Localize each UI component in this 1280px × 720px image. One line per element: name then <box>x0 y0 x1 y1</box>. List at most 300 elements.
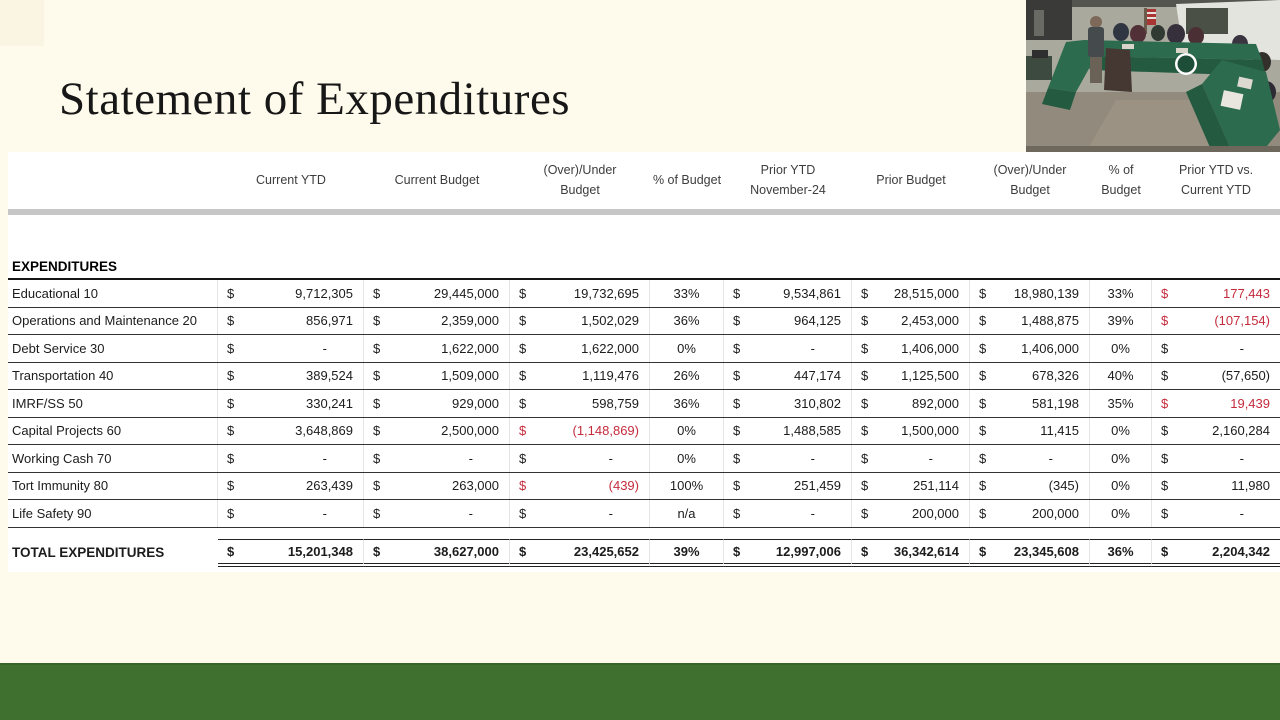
percent-cell <box>650 500 724 527</box>
dollar-sign: $ <box>861 478 869 494</box>
column-header-line: Prior YTD <box>760 162 816 177</box>
meeting-video-feed <box>1026 0 1280 152</box>
dollar-sign: $ <box>227 340 235 356</box>
dollar-sign: $ <box>733 340 741 356</box>
dollar-sign: $ <box>1161 313 1169 329</box>
dollar-sign: $ <box>1161 423 1169 439</box>
percent-value: 26% <box>673 368 700 384</box>
cell-value: 15,201,348 <box>287 543 353 559</box>
percent-value: 39% <box>1107 313 1134 329</box>
column-header <box>724 152 852 207</box>
money-cell <box>852 473 970 500</box>
money-cell <box>218 445 364 472</box>
cell-value: - <box>608 505 613 521</box>
cell-value: (345) <box>1048 478 1079 494</box>
money-cell <box>510 335 650 362</box>
money-cell <box>1152 280 1280 307</box>
column-header <box>218 152 364 207</box>
dollar-sign: $ <box>227 543 235 559</box>
column-header-line: Budget <box>560 182 600 197</box>
cell-value: - <box>1239 505 1244 521</box>
cell-value: 11,415 <box>1040 423 1079 439</box>
dollar-sign: $ <box>979 340 987 356</box>
bottom-accent-bar <box>0 663 1280 720</box>
dollar-sign: $ <box>1161 395 1169 411</box>
expenditures-table <box>8 152 1280 572</box>
cell-value: - <box>928 450 933 466</box>
dollar-sign: $ <box>979 543 987 559</box>
percent-cell <box>650 335 724 362</box>
percent-cell <box>1090 363 1152 390</box>
cell-value: 2,500,000 <box>441 423 499 439</box>
money-cell <box>218 418 364 445</box>
money-cell <box>970 335 1090 362</box>
percent-cell <box>1090 445 1152 472</box>
cell-value: 3,648,869 <box>295 423 353 439</box>
money-cell <box>724 308 852 335</box>
percent-value: 33% <box>1107 285 1134 301</box>
cell-value: - <box>468 450 473 466</box>
dollar-sign: $ <box>979 285 987 301</box>
dollar-sign: $ <box>733 543 741 559</box>
cell-value: 330,241 <box>306 395 353 411</box>
money-cell <box>852 539 970 567</box>
dollar-sign: $ <box>227 368 235 384</box>
percent-value: 0% <box>1111 340 1130 356</box>
cell-value: 11,980 <box>1231 478 1270 494</box>
dollar-sign: $ <box>733 478 741 494</box>
dollar-sign: $ <box>373 340 381 356</box>
dollar-sign: $ <box>733 285 741 301</box>
cell-value: 2,359,000 <box>441 313 499 329</box>
cell-value: 598,759 <box>592 395 639 411</box>
dollar-sign: $ <box>373 505 381 521</box>
dollar-sign: $ <box>861 395 869 411</box>
percent-value: 0% <box>1111 478 1130 494</box>
money-cell <box>510 363 650 390</box>
table-row <box>8 390 1280 418</box>
dollar-sign: $ <box>519 450 527 466</box>
money-cell <box>364 445 510 472</box>
percent-value: 0% <box>1111 505 1130 521</box>
cell-value: 389,524 <box>306 368 353 384</box>
dollar-sign: $ <box>733 505 741 521</box>
cell-value: 1,406,000 <box>901 340 959 356</box>
dollar-sign: $ <box>1161 368 1169 384</box>
dollar-sign: $ <box>979 395 987 411</box>
cell-value: 1,488,585 <box>783 423 841 439</box>
percent-value: 36% <box>673 313 700 329</box>
dollar-sign: $ <box>861 505 869 521</box>
column-header-line: % of Budget <box>1101 162 1141 197</box>
table-row <box>8 500 1280 528</box>
percent-value: 0% <box>677 423 696 439</box>
money-cell <box>724 418 852 445</box>
dollar-sign: $ <box>227 285 235 301</box>
cell-value: 581,198 <box>1032 395 1079 411</box>
dollar-sign: $ <box>861 450 869 466</box>
money-cell <box>970 418 1090 445</box>
money-cell <box>364 418 510 445</box>
money-cell <box>852 500 970 527</box>
money-cell <box>218 500 364 527</box>
money-cell <box>510 308 650 335</box>
money-cell <box>1152 539 1280 567</box>
percent-value: 36% <box>1107 543 1134 559</box>
cell-value: 1,509,000 <box>441 368 499 384</box>
cell-value: 251,114 <box>912 478 959 494</box>
percent-cell <box>1090 473 1152 500</box>
row-label: Working Cash 70 <box>8 445 218 472</box>
dollar-sign: $ <box>861 340 869 356</box>
cell-value: (107,154) <box>1214 313 1270 329</box>
money-cell <box>852 390 970 417</box>
dollar-sign: $ <box>373 313 381 329</box>
money-cell <box>510 539 650 567</box>
money-cell <box>364 335 510 362</box>
percent-cell <box>650 473 724 500</box>
money-cell <box>1152 500 1280 527</box>
percent-value: 0% <box>677 450 696 466</box>
cell-value: - <box>1239 450 1244 466</box>
row-label: Operations and Maintenance 20 <box>8 308 218 335</box>
money-cell <box>364 280 510 307</box>
dollar-sign: $ <box>373 423 381 439</box>
money-cell <box>218 473 364 500</box>
money-cell <box>852 335 970 362</box>
cell-value: 19,732,695 <box>573 285 639 301</box>
dollar-sign: $ <box>227 505 235 521</box>
percent-cell <box>1090 308 1152 335</box>
cell-value: 200,000 <box>912 505 959 521</box>
money-cell <box>364 363 510 390</box>
table-row <box>8 445 1280 473</box>
total-row-container <box>8 539 1280 567</box>
money-cell <box>364 500 510 527</box>
percent-cell <box>650 445 724 472</box>
cell-value: 12,997,006 <box>775 543 841 559</box>
money-cell <box>364 539 510 567</box>
total-gap <box>8 528 1280 539</box>
cell-value: 678,326 <box>1032 368 1079 384</box>
dollar-sign: $ <box>519 340 527 356</box>
dollar-sign: $ <box>733 313 741 329</box>
total-row-label: TOTAL EXPENDITURES <box>12 545 165 560</box>
cell-value: 1,500,000 <box>901 423 959 439</box>
cell-value: 29,445,000 <box>433 285 499 301</box>
dollar-sign: $ <box>979 450 987 466</box>
cell-value: 23,345,608 <box>1013 543 1079 559</box>
money-cell <box>218 335 364 362</box>
cell-value: - <box>322 340 327 356</box>
cell-value: 1,622,000 <box>441 340 499 356</box>
dollar-sign: $ <box>373 543 381 559</box>
cell-value: 856,971 <box>306 313 353 329</box>
percent-cell <box>1090 390 1152 417</box>
column-header-line: Budget <box>1010 182 1050 197</box>
column-header-line: (Over)/Under <box>993 162 1067 177</box>
percent-value: 0% <box>1111 423 1130 439</box>
column-header-line: November-24 <box>750 182 826 197</box>
meeting-room-scene <box>1026 0 1280 152</box>
cell-value: 964,125 <box>794 313 841 329</box>
cell-value: - <box>608 450 613 466</box>
cell-value: - <box>810 340 815 356</box>
dollar-sign: $ <box>373 450 381 466</box>
money-cell <box>970 363 1090 390</box>
cell-value: 1,488,875 <box>1021 313 1079 329</box>
dollar-sign: $ <box>1161 543 1169 559</box>
money-cell <box>724 335 852 362</box>
money-cell <box>1152 445 1280 472</box>
money-cell <box>724 280 852 307</box>
dollar-sign: $ <box>519 423 527 439</box>
money-cell <box>970 500 1090 527</box>
cell-value: 9,534,861 <box>783 285 841 301</box>
dollar-sign: $ <box>519 478 527 494</box>
cell-value: 263,000 <box>452 478 499 494</box>
dollar-sign: $ <box>373 368 381 384</box>
percent-value: n/a <box>677 505 696 521</box>
cell-value: - <box>322 505 327 521</box>
money-cell <box>218 390 364 417</box>
dollar-sign: $ <box>519 285 527 301</box>
cell-value: (57,650) <box>1221 368 1270 384</box>
cell-value: 1,119,476 <box>582 368 639 384</box>
table-row <box>8 308 1280 336</box>
money-cell <box>364 308 510 335</box>
table-row <box>8 363 1280 391</box>
money-cell <box>970 280 1090 307</box>
table-body <box>8 280 1280 528</box>
dollar-sign: $ <box>979 313 987 329</box>
percent-cell <box>1090 335 1152 362</box>
total-row <box>8 539 1280 567</box>
money-cell <box>970 445 1090 472</box>
percent-cell <box>1090 539 1152 567</box>
cell-value: 28,515,000 <box>893 285 959 301</box>
column-header-line: Prior Budget <box>876 172 946 187</box>
percent-value: 39% <box>673 543 700 559</box>
money-cell <box>724 390 852 417</box>
row-label: Life Safety 90 <box>8 500 218 527</box>
cell-value: 177,443 <box>1223 285 1270 301</box>
percent-value: 35% <box>1107 395 1134 411</box>
cell-value: 19,439 <box>1230 395 1270 411</box>
column-header-line: Current YTD <box>1181 182 1251 197</box>
column-header <box>970 152 1090 207</box>
cell-value: 2,204,342 <box>1212 543 1270 559</box>
section-label: EXPENDITURES <box>8 259 1280 280</box>
column-header <box>510 152 650 207</box>
cell-value: 38,627,000 <box>433 543 499 559</box>
dollar-sign: $ <box>519 543 527 559</box>
cell-value: 447,174 <box>794 368 841 384</box>
money-cell <box>510 500 650 527</box>
cell-value: 2,453,000 <box>901 313 959 329</box>
percent-value: 0% <box>677 340 696 356</box>
money-cell <box>364 473 510 500</box>
dollar-sign: $ <box>227 313 235 329</box>
dollar-sign: $ <box>519 395 527 411</box>
dollar-sign: $ <box>1161 340 1169 356</box>
column-header-line: Current Budget <box>394 172 480 187</box>
money-cell <box>364 390 510 417</box>
dollar-sign: $ <box>227 423 235 439</box>
column-header <box>1152 152 1280 207</box>
percent-cell <box>650 390 724 417</box>
dollar-sign: $ <box>1161 505 1169 521</box>
column-header-line: Current YTD <box>256 172 326 187</box>
dollar-sign: $ <box>373 478 381 494</box>
table-row <box>8 473 1280 501</box>
cell-value: 1,622,000 <box>581 340 639 356</box>
cell-value: (439) <box>608 478 639 494</box>
money-cell <box>970 539 1090 567</box>
cell-value: 9,712,305 <box>295 285 353 301</box>
percent-cell <box>1090 418 1152 445</box>
cell-value: 892,000 <box>912 395 959 411</box>
money-cell <box>852 280 970 307</box>
column-header-line: Prior YTD vs. <box>1178 162 1254 177</box>
cell-value: 929,000 <box>452 395 499 411</box>
money-cell <box>1152 335 1280 362</box>
row-label: IMRF/SS 50 <box>8 390 218 417</box>
dollar-sign: $ <box>227 478 235 494</box>
cell-value: 1,502,029 <box>581 313 639 329</box>
money-cell <box>1152 473 1280 500</box>
row-label: Capital Projects 60 <box>8 418 218 445</box>
column-header-line: % of Budget <box>652 172 722 187</box>
money-cell <box>1152 308 1280 335</box>
dollar-sign: $ <box>861 313 869 329</box>
dollar-sign: $ <box>979 368 987 384</box>
percent-value: 33% <box>673 285 700 301</box>
money-cell <box>724 500 852 527</box>
dollar-sign: $ <box>861 543 869 559</box>
dollar-sign: $ <box>519 313 527 329</box>
corner-shade <box>0 0 44 46</box>
money-cell <box>724 539 852 567</box>
money-cell <box>970 473 1090 500</box>
cell-value: 200,000 <box>1032 505 1079 521</box>
dollar-sign: $ <box>519 368 527 384</box>
money-cell <box>970 390 1090 417</box>
header-separator <box>8 209 1280 215</box>
row-label: Tort Immunity 80 <box>8 473 218 500</box>
dollar-sign: $ <box>519 505 527 521</box>
money-cell <box>218 539 364 567</box>
money-cell <box>724 473 852 500</box>
dollar-sign: $ <box>979 505 987 521</box>
money-cell <box>218 280 364 307</box>
money-cell <box>852 363 970 390</box>
money-cell <box>724 363 852 390</box>
dollar-sign: $ <box>227 395 235 411</box>
money-cell <box>852 308 970 335</box>
dollar-sign: $ <box>733 423 741 439</box>
money-cell <box>218 308 364 335</box>
cell-value: - <box>1048 450 1053 466</box>
percent-cell <box>650 539 724 567</box>
cell-value: - <box>810 450 815 466</box>
column-header-line: (Over)/Under <box>543 162 617 177</box>
cell-value: - <box>810 505 815 521</box>
money-cell <box>510 418 650 445</box>
dollar-sign: $ <box>1161 285 1169 301</box>
page-title: Statement of Expenditures <box>59 73 571 125</box>
cell-value: 310,802 <box>794 395 841 411</box>
cell-value: - <box>1239 340 1244 356</box>
cell-value: 23,425,652 <box>573 543 639 559</box>
money-cell <box>1152 363 1280 390</box>
dollar-sign: $ <box>861 285 869 301</box>
percent-cell <box>650 418 724 445</box>
money-cell <box>510 445 650 472</box>
money-cell <box>510 280 650 307</box>
money-cell <box>724 445 852 472</box>
cell-value: 1,125,500 <box>901 368 959 384</box>
dollar-sign: $ <box>979 423 987 439</box>
percent-value: 40% <box>1107 368 1134 384</box>
dollar-sign: $ <box>1161 450 1169 466</box>
dollar-sign: $ <box>733 395 741 411</box>
dollar-sign: $ <box>373 395 381 411</box>
row-label: Debt Service 30 <box>8 335 218 362</box>
cell-value: 18,980,139 <box>1013 285 1079 301</box>
percent-cell <box>650 363 724 390</box>
cell-value: (1,148,869) <box>572 423 639 439</box>
cell-value: 263,439 <box>306 478 353 494</box>
money-cell <box>1152 390 1280 417</box>
percent-value: 36% <box>673 395 700 411</box>
cell-value: - <box>322 450 327 466</box>
money-cell <box>510 473 650 500</box>
percent-value: 0% <box>1111 450 1130 466</box>
row-label: Educational 10 <box>8 280 218 307</box>
column-header <box>1090 152 1152 207</box>
money-cell <box>852 445 970 472</box>
dollar-sign: $ <box>733 368 741 384</box>
dollar-sign: $ <box>227 450 235 466</box>
money-cell <box>852 418 970 445</box>
column-header <box>650 152 724 207</box>
cell-value: 1,406,000 <box>1021 340 1079 356</box>
cell-value: 36,342,614 <box>893 543 959 559</box>
dollar-sign: $ <box>861 423 869 439</box>
money-cell <box>218 363 364 390</box>
column-header <box>8 152 218 207</box>
dollar-sign: $ <box>733 450 741 466</box>
percent-cell <box>1090 280 1152 307</box>
money-cell <box>970 308 1090 335</box>
cell-value: - <box>468 505 473 521</box>
cell-value: 251,459 <box>794 478 841 494</box>
table-header-row <box>8 152 1280 207</box>
dollar-sign: $ <box>979 478 987 494</box>
row-label: Transportation 40 <box>8 363 218 390</box>
money-cell <box>510 390 650 417</box>
percent-cell <box>1090 500 1152 527</box>
percent-value: 100% <box>669 478 704 494</box>
table-row <box>8 418 1280 446</box>
percent-cell <box>650 308 724 335</box>
percent-cell <box>650 280 724 307</box>
money-cell <box>1152 418 1280 445</box>
column-header <box>852 152 970 207</box>
dollar-sign: $ <box>373 285 381 301</box>
dollar-sign: $ <box>861 368 869 384</box>
